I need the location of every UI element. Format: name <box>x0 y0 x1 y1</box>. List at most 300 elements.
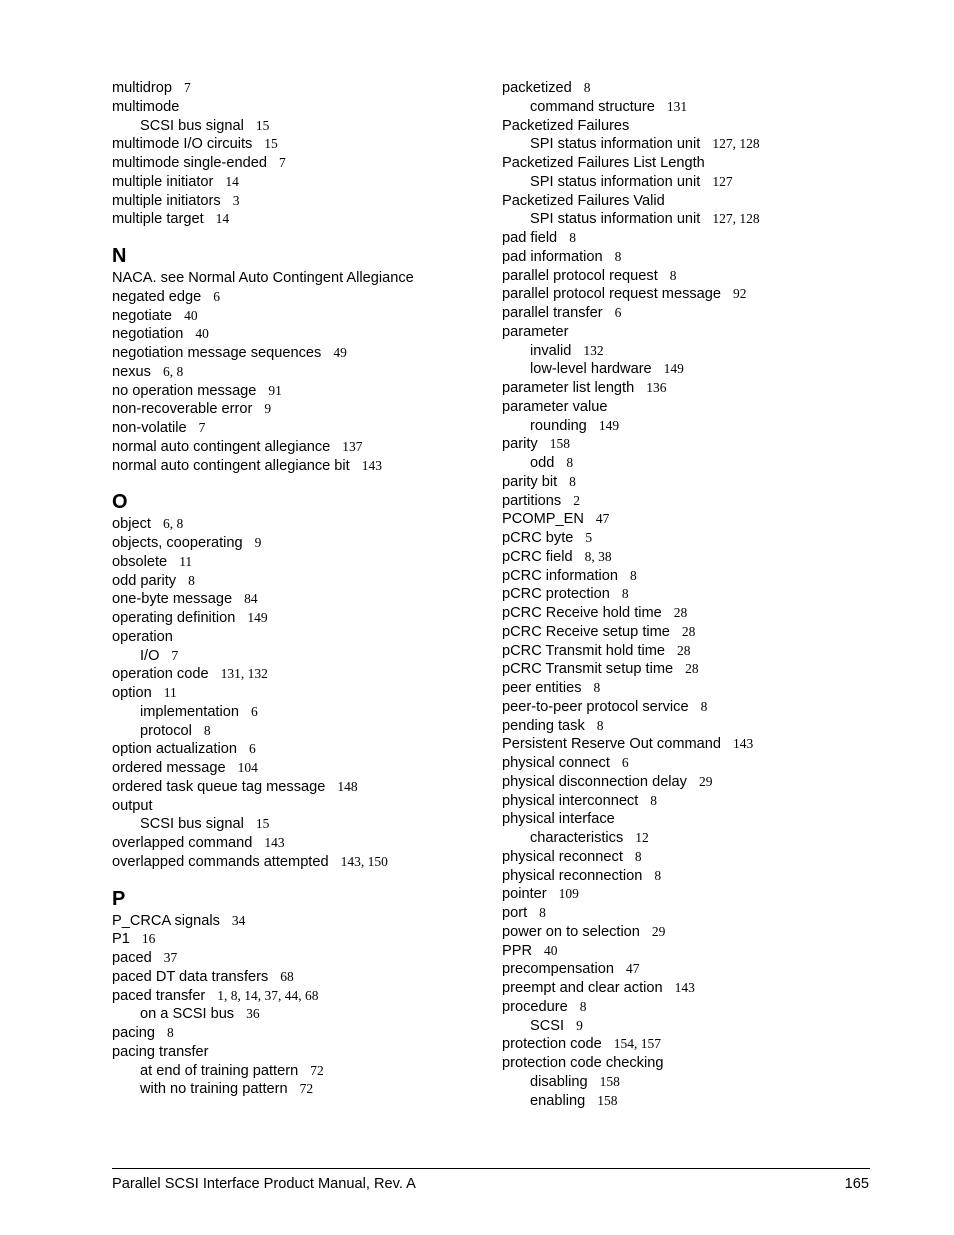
index-term: negotiation message sequences <box>112 345 322 361</box>
index-term: non-volatile <box>112 420 187 436</box>
index-subentry <box>502 1017 892 1036</box>
index-term: power on to selection <box>502 923 640 940</box>
index-page-refs: 7 <box>278 155 286 170</box>
index-entry <box>502 960 892 979</box>
index-page-refs: 9 <box>254 535 262 550</box>
index-page-refs: 40 <box>184 307 198 323</box>
index-page-refs: 15 <box>264 136 278 152</box>
index-term: pointer <box>502 886 547 903</box>
index-entry <box>112 759 502 778</box>
index-entry <box>502 979 892 998</box>
index-entry <box>502 79 892 98</box>
index-term: physical disconnection delay <box>502 773 687 790</box>
index-term: at end of training pattern <box>140 1062 299 1079</box>
index-page-refs: 6 <box>213 288 221 304</box>
index-entry <box>112 609 502 628</box>
index-term: negotiation <box>112 326 184 343</box>
index-column-left <box>112 79 502 1099</box>
index-page-refs: 12 <box>635 830 649 845</box>
index-entry <box>112 400 502 419</box>
index-page-refs: 104 <box>237 760 258 775</box>
index-entry <box>112 419 502 438</box>
index-entry <box>502 192 892 211</box>
index-entry <box>502 379 892 398</box>
index-page-refs: 6 <box>614 305 622 320</box>
index-page-refs: 8 <box>669 267 677 283</box>
index-entry <box>502 510 892 529</box>
index-term: pCRC Receive setup time <box>502 623 670 640</box>
index-entry <box>502 679 892 698</box>
index-term: partitions <box>502 492 562 509</box>
index-entry <box>112 930 502 949</box>
index-term: parity <box>502 436 538 453</box>
index-term: protection code checking <box>502 1055 664 1071</box>
index-entry <box>502 792 892 811</box>
index-page-refs: 154, 157 <box>613 1036 662 1052</box>
index-entry <box>502 923 892 942</box>
index-page-refs: 28 <box>681 623 696 639</box>
index-term: negotiate <box>112 307 173 324</box>
index-page-refs: 72 <box>310 1062 324 1078</box>
index-term: preempt and clear action <box>502 980 663 996</box>
index-term: multimode <box>112 98 180 115</box>
index-page-refs: 40 <box>195 326 209 342</box>
index-term: command structure <box>530 98 655 115</box>
index-term: option actualization <box>112 741 237 758</box>
index-term: odd <box>530 455 555 471</box>
index-entry <box>112 288 502 307</box>
index-entry <box>112 269 502 288</box>
index-entry <box>502 1054 892 1073</box>
index-page-refs: 8, 38 <box>584 548 612 564</box>
index-page-refs: 8 <box>700 698 708 714</box>
index-term: non-recoverable error <box>112 401 253 418</box>
index-section-letter: N <box>112 245 127 267</box>
index-entry <box>502 773 892 792</box>
index-term: negated edge <box>112 288 202 305</box>
index-term: parity bit <box>502 473 558 490</box>
index-term: multidrop <box>112 80 173 96</box>
index-entry <box>502 154 892 173</box>
index-page-refs: 8 <box>634 848 642 864</box>
index-entry <box>112 665 502 684</box>
index-subentry <box>502 1092 892 1111</box>
footer-title: Parallel SCSI Interface Product Manual, Rev. A <box>112 1176 416 1192</box>
index-entry <box>112 572 502 591</box>
index-entry <box>112 797 502 816</box>
index-entry <box>502 248 892 267</box>
index-entry <box>502 885 892 904</box>
index-term: protocol <box>140 722 192 739</box>
index-term: multiple initiator <box>112 173 214 190</box>
index-page-refs: 6 <box>248 741 256 757</box>
index-term: operation code <box>112 666 209 683</box>
index-subentry <box>502 360 892 379</box>
index-subentry <box>112 647 502 666</box>
index-page-refs: 8 <box>593 680 601 695</box>
index-page-refs: 28 <box>685 661 699 677</box>
index-term: I/O <box>140 647 160 664</box>
index-subentry <box>502 210 892 229</box>
index-page-refs: 127 <box>712 173 733 189</box>
index-entry <box>112 1043 502 1062</box>
index-page-refs: 11 <box>179 553 193 569</box>
index-page-refs: 16 <box>141 931 156 947</box>
index-entry <box>502 942 892 961</box>
index-page-refs: 1, 8, 14, 37, 44, 68 <box>217 987 319 1003</box>
index-page-refs: 84 <box>244 591 258 607</box>
index-page-refs: 143 <box>733 736 754 752</box>
index-term: multimode single-ended <box>112 155 267 171</box>
index-page-refs: 92 <box>733 286 747 302</box>
index-page-refs: 9 <box>576 1017 583 1033</box>
index-term: pending task <box>502 717 585 734</box>
index-term: parameter <box>502 323 569 340</box>
index-term: rounding <box>530 417 587 434</box>
index-term: pCRC byte <box>502 530 574 546</box>
index-entry <box>112 154 502 173</box>
index-page-refs: 7 <box>198 420 206 435</box>
index-entry <box>112 515 502 534</box>
index-term: paced DT data transfers <box>112 968 269 985</box>
index-page-refs: 49 <box>333 345 347 360</box>
index-entry <box>112 968 502 987</box>
index-term: packetized <box>502 80 572 96</box>
index-term: parameter list length <box>502 380 635 396</box>
index-entry <box>502 904 892 923</box>
index-term: pad field <box>502 230 558 246</box>
index-page-refs: 109 <box>558 886 579 902</box>
index-page-refs: 5 <box>585 530 593 545</box>
index-entry <box>112 553 502 572</box>
index-entry <box>502 304 892 323</box>
index-page-refs: 7 <box>184 80 191 95</box>
index-term: object <box>112 516 151 533</box>
index-term: P_CRCA signals <box>112 912 220 929</box>
index-page-refs: 8 <box>654 867 662 883</box>
index-term: pacing <box>112 1025 156 1041</box>
index-term: pCRC Receive hold time <box>502 605 662 621</box>
index-entry <box>502 604 892 623</box>
index-entry <box>112 457 502 476</box>
index-term: SCSI bus signal <box>140 117 244 134</box>
index-page-refs: 8 <box>614 248 622 264</box>
index-term: disabling <box>530 1073 588 1090</box>
index-page-refs: 143, 150 <box>340 853 388 869</box>
index-term: obsolete <box>112 553 168 570</box>
index-entry <box>502 642 892 661</box>
index-term: physical interface <box>502 811 615 828</box>
index-term: characteristics <box>530 830 624 846</box>
index-term: implementation <box>140 703 239 720</box>
index-term: multimode I/O circuits <box>112 136 253 153</box>
index-page-refs: 7 <box>171 647 179 663</box>
index-subentry <box>112 1005 502 1024</box>
index-page-refs: 6, 8 <box>162 516 184 532</box>
index-page-refs: 8 <box>569 230 576 245</box>
index-term: SCSI <box>530 1017 565 1034</box>
index-subentry <box>112 1080 502 1099</box>
index-page-refs: 47 <box>625 961 640 977</box>
index-entry <box>112 79 502 98</box>
index-page-refs: 8 <box>167 1025 174 1040</box>
index-page-refs: 6, 8 <box>162 363 184 379</box>
index-entry <box>112 382 502 401</box>
index-term: protection code <box>502 1036 602 1053</box>
index-page-refs: 143 <box>264 835 285 850</box>
index-page-refs: 47 <box>595 511 610 527</box>
index-page-refs: 6 <box>621 755 629 770</box>
index-subentry <box>112 703 502 722</box>
index-page-refs: 9 <box>264 401 272 417</box>
index-entry <box>112 834 502 853</box>
index-entry <box>112 987 502 1006</box>
index-entry <box>502 698 892 717</box>
index-entry <box>112 344 502 363</box>
index-term: multiple target <box>112 211 204 228</box>
index-term: parameter value <box>502 398 608 415</box>
index-term: PPR <box>502 942 533 959</box>
index-term: SPI status information unit <box>530 136 701 153</box>
index-entry <box>112 853 502 872</box>
index-term: pCRC information <box>502 567 618 584</box>
index-page-refs: 131 <box>666 98 688 114</box>
index-page-refs: 149 <box>598 417 620 433</box>
index-entry <box>112 778 502 797</box>
index-page-refs: 14 <box>225 173 239 189</box>
index-entry <box>112 210 502 229</box>
index-page-refs: 8 <box>583 80 591 95</box>
index-page-refs: 15 <box>255 816 270 832</box>
index-page-refs: 143 <box>674 980 695 995</box>
index-term: pacing transfer <box>112 1043 209 1060</box>
index-entry <box>112 684 502 703</box>
index-page-refs: 15 <box>255 117 270 133</box>
index-page-refs: 149 <box>247 610 268 625</box>
index-term: operating definition <box>112 610 236 626</box>
index-page-refs: 36 <box>246 1006 260 1022</box>
index-page-refs: 137 <box>342 438 363 454</box>
index-term: ordered task queue tag message <box>112 778 326 795</box>
index-page-refs: 127, 128 <box>712 136 760 152</box>
index-entry <box>502 1035 892 1054</box>
index-subentry <box>502 829 892 848</box>
index-entry <box>112 590 502 609</box>
index-page-refs: 28 <box>673 605 688 620</box>
index-term: PCOMP_EN <box>502 511 584 528</box>
index-entry <box>502 585 892 604</box>
index-page-refs: 8 <box>539 905 546 920</box>
index-page-refs: 148 <box>337 778 358 794</box>
index-term: normal auto contingent allegiance <box>112 438 331 455</box>
index-term: pad information <box>502 248 603 265</box>
index-entry <box>502 117 892 136</box>
index-section-letter: P <box>112 887 126 910</box>
index-term: enabling <box>530 1092 586 1109</box>
index-term: objects, cooperating <box>112 535 243 551</box>
index-page-refs: 8 <box>566 455 574 470</box>
index-page-refs: 72 <box>299 1081 314 1097</box>
index-subentry <box>112 722 502 741</box>
index-page-refs: 8 <box>569 473 576 489</box>
index-term: parallel transfer <box>502 305 603 321</box>
index-entry <box>502 848 892 867</box>
index-entry <box>112 534 502 553</box>
index-entry <box>112 912 502 931</box>
index-entry <box>112 438 502 457</box>
index-entry <box>112 173 502 192</box>
index-term: one-byte message <box>112 591 233 608</box>
index-term: on a SCSI bus <box>140 1006 235 1023</box>
index-term: peer entities <box>502 680 582 696</box>
index-entry <box>502 285 892 304</box>
index-page-refs: 8 <box>188 572 195 588</box>
index-subentry <box>502 135 892 154</box>
index-term: output <box>112 797 153 814</box>
index-subentry <box>502 417 892 436</box>
index-subentry <box>112 1062 502 1081</box>
index-entry <box>502 229 892 248</box>
index-page-refs: 158 <box>599 1073 620 1089</box>
index-page-refs: 8 <box>579 998 587 1014</box>
index-term: invalid <box>530 342 572 359</box>
index-page-refs: 158 <box>597 1092 618 1108</box>
footer-page-number: 165 <box>844 1176 869 1192</box>
index-term: no operation message <box>112 382 257 399</box>
index-page-refs: 143 <box>361 457 382 473</box>
index-page-refs: 8 <box>621 586 629 602</box>
index-entry <box>112 1024 502 1043</box>
index-term: NACA. see Normal Auto Contingent Allegiance <box>112 270 414 286</box>
index-page-refs: 40 <box>544 942 558 958</box>
index-entry <box>502 473 892 492</box>
index-term: peer-to-peer protocol service <box>502 698 689 715</box>
index-entry <box>502 435 892 454</box>
index-term: ordered message <box>112 760 226 776</box>
index-entry <box>112 740 502 759</box>
index-term: Packetized Failures Valid <box>502 192 665 209</box>
index-page-refs: 11 <box>163 685 177 700</box>
index-term: normal auto contingent allegiance bit <box>112 457 350 474</box>
index-page-refs: 8 <box>203 722 211 738</box>
index-entry <box>502 735 892 754</box>
index-entry <box>112 363 502 382</box>
index-term: precompensation <box>502 961 614 978</box>
index-entry <box>502 810 892 829</box>
index-entry <box>112 949 502 968</box>
index-entry <box>502 398 892 417</box>
index-page-refs: 34 <box>231 912 246 928</box>
index-term: physical interconnect <box>502 792 639 809</box>
index-term: Persistent Reserve Out command <box>502 736 721 753</box>
index-term: Packetized Failures <box>502 117 630 134</box>
index-page-refs: 8 <box>596 717 604 733</box>
index-page-refs: 136 <box>646 380 667 395</box>
index-page-refs: 2 <box>573 492 580 508</box>
index-page-refs: 8 <box>650 792 658 808</box>
index-entry <box>112 325 502 344</box>
index-term: option <box>112 685 152 701</box>
index-column-right <box>502 79 892 1110</box>
index-term: multiple initiators <box>112 192 221 209</box>
index-entry <box>502 998 892 1017</box>
index-entry <box>502 267 892 286</box>
index-page-refs: 132 <box>583 342 604 358</box>
index-entry <box>112 192 502 211</box>
index-term: overlapped commands attempted <box>112 853 329 870</box>
index-term: paced <box>112 950 152 966</box>
index-page-refs: 127, 128 <box>712 211 760 227</box>
index-term: physical reconnect <box>502 848 623 865</box>
index-term: paced transfer <box>112 987 206 1004</box>
index-subentry <box>502 98 892 117</box>
index-term: SPI status information unit <box>530 173 701 190</box>
index-term: odd parity <box>112 572 177 589</box>
index-term: with no training pattern <box>140 1081 288 1098</box>
index-term: pCRC Transmit setup time <box>502 661 674 678</box>
index-entry <box>502 623 892 642</box>
index-subentry <box>502 454 892 473</box>
index-term: parallel protocol request message <box>502 286 722 303</box>
index-term: procedure <box>502 998 568 1015</box>
index-subentry <box>502 342 892 361</box>
index-term: SCSI bus signal <box>140 816 244 833</box>
index-term: Packetized Failures List Length <box>502 155 705 171</box>
index-page-refs: 29 <box>698 773 713 789</box>
index-term: operation <box>112 628 173 645</box>
index-page-refs: 28 <box>677 642 691 658</box>
index-term: pCRC field <box>502 548 573 565</box>
index-term: P1 <box>112 931 130 948</box>
index-page-refs: 131, 132 <box>220 666 268 682</box>
index-entry <box>502 323 892 342</box>
index-page-refs: 37 <box>163 950 178 965</box>
index-entry <box>502 548 892 567</box>
index-subentry <box>112 815 502 834</box>
index-subentry <box>112 117 502 136</box>
index-entry <box>112 98 502 117</box>
index-term: low-level hardware <box>530 361 652 378</box>
index-page-refs: 3 <box>232 192 240 208</box>
index-term: pCRC protection <box>502 586 610 603</box>
index-entry <box>112 135 502 154</box>
index-term: port <box>502 905 528 921</box>
index-term: physical connect <box>502 755 610 771</box>
index-term: physical reconnection <box>502 867 643 884</box>
index-page-refs: 14 <box>215 211 230 227</box>
index-entry <box>502 529 892 548</box>
index-subentry <box>502 1073 892 1092</box>
index-entry <box>502 754 892 773</box>
index-entry <box>502 567 892 586</box>
index-page-refs: 91 <box>268 382 282 398</box>
index-page-refs: 149 <box>663 361 684 377</box>
index-entry <box>112 628 502 647</box>
index-term: pCRC Transmit hold time <box>502 642 666 659</box>
index-entry <box>502 717 892 736</box>
index-entry <box>502 492 892 511</box>
index-subentry <box>502 173 892 192</box>
index-page-refs: 8 <box>629 567 637 583</box>
index-entry <box>502 660 892 679</box>
index-entry <box>112 307 502 326</box>
index-term: parallel protocol request <box>502 267 658 284</box>
index-term: nexus <box>112 363 151 380</box>
index-page-refs: 68 <box>280 968 294 984</box>
index-page-refs: 158 <box>549 436 570 452</box>
index-section-letter: O <box>112 491 128 514</box>
index-term: overlapped command <box>112 835 253 851</box>
